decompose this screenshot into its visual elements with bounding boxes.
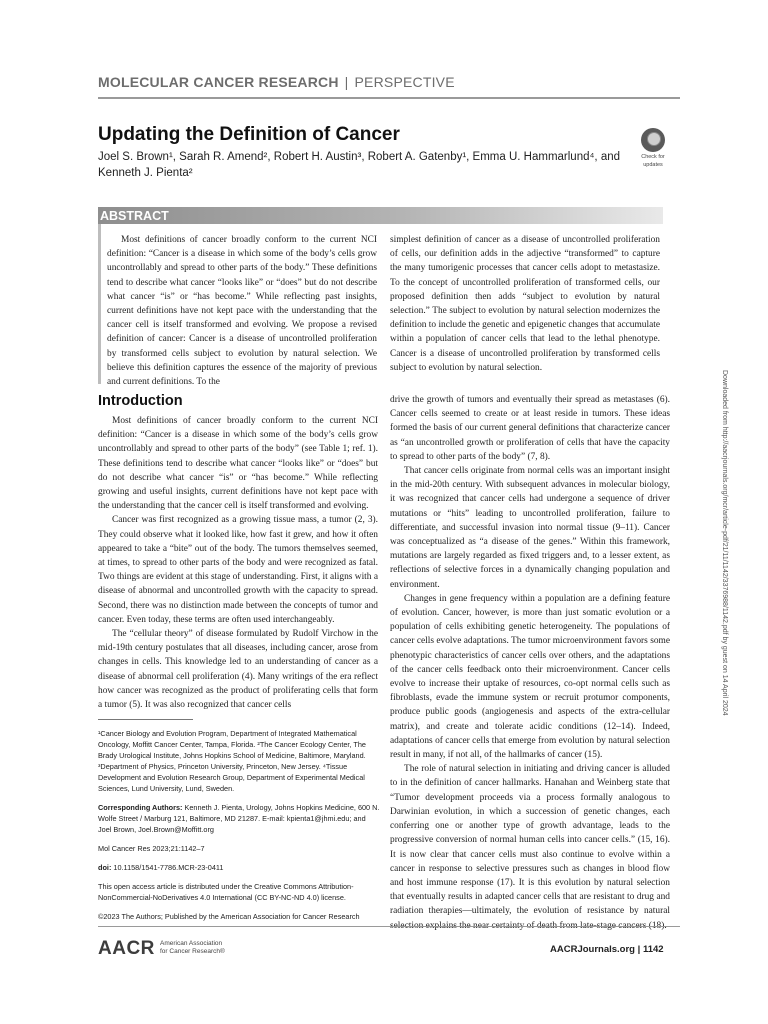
footer-separator: |	[637, 944, 641, 955]
body-paragraph: drive the growth of tumors and eventually their spread as metastases (6). Cancer cells seemed to create or at least reside in tumors. These ideas formed the basis of our current general definitions that characterize cancer as “an uncontrolled growth or proliferation of cells that have the capacity to spread to other parts of the body” (7, 8).	[390, 395, 670, 462]
article-section: PERSPECTIVE	[354, 74, 455, 90]
header-rule	[98, 97, 680, 99]
aacr-subtitle-line-2: for Cancer Research®	[160, 948, 225, 955]
author-line-1: Joel S. Brown¹, Sarah R. Amend², Robert H. Austin³, Robert A. Gatenby¹, Emma U. Hammarlund⁴, and	[98, 151, 621, 163]
paper-title: Updating the Definition of Cancer	[98, 124, 400, 145]
download-note-text: Downloaded from http://aacrjournals.org/mcr/article-pdf/21/11/1142/3376988/1142.pdf by guest on 14 April 2024	[721, 370, 728, 716]
footer-rule	[98, 926, 680, 927]
corresponding-label: Corresponding Authors:	[98, 803, 183, 812]
aacr-logo: AACR	[98, 938, 155, 959]
license-text: This open access article is distributed under the Creative Commons Attribution-NonCommercial-NoDerivatives 4.0 International (CC BY-NC-ND 4.0) license.	[98, 882, 354, 902]
body-paragraph: The “cellular theory” of disease formulated by Rudolf Virchow in the mid-19th century postulates that all diseases, including cancer, arose from changes in cells. This knowledge led to an understanding of cancer as a disease of abnormal cell proliferation (4). Many writings of the era reflect how cancer was recognized as the product of proliferating cells that form a tumor (5). It was also recognized that cancer cells	[98, 629, 378, 711]
corresponding-text: Kenneth J. Pienta, Urology, Johns Hopkins Medicine, 600 N. Wolfe Street / Marburg 121, Baltimore, MD 21287. E-mail: kpienta1@jhmi.edu; and Joel Brown, Joel.Brown@Moffitt.org	[98, 803, 380, 834]
header-separator: |	[344, 74, 349, 90]
affiliations: ¹Cancer Biology and Evolution Program, Department of Integrated Mathematical Oncology, Moffitt Cancer Center, Tampa, Florida. ²The Cancer Ecology Center, The Brady Urological Institute, Johns Hopkins School of Medicine, Baltimore, Maryland. ³Department of Physics, Princeton University, Princeton, New Jersey. ⁴Tissue Development and Evolution Research Group, Department of Experimental Medical Sciences, Lund University, Lund, Sweden.	[98, 729, 366, 793]
body-paragraph: That cancer cells originate from normal cells was an important insight in the mid-20th century. With subsequent advances in molecular biology, it was recognized that cancer cells had undergone a sequence of driver mutations or “hits” leading to uncontrolled proliferation, failure to differentiate, and successful invasion into normal tissue (9–11). Cancer was conceptualized as “a disease of the genes.” Within this framework, mutations are largely regarded as fixed triggers and, to a lesser extent, as reflections of selective forces in a dynamically changing population and environment.	[390, 466, 670, 590]
body-left-column	[98, 414, 378, 712]
abstract-border	[98, 224, 101, 384]
badge-label-1: Check for	[641, 154, 665, 160]
footnotes	[98, 728, 380, 930]
aacr-subtitle-line-1: American Association	[160, 940, 223, 947]
doi-line	[98, 862, 380, 873]
footer-journal-info	[550, 944, 664, 955]
introduction-heading: Introduction	[98, 393, 183, 409]
author-list	[98, 149, 638, 181]
journal-name: MOLECULAR CANCER RESEARCH	[98, 74, 339, 90]
check-for-updates-badge[interactable]	[636, 128, 670, 168]
footnote-rule	[98, 719, 193, 720]
abstract-right-column: simplest definition of cancer as a disease of uncontrolled proliferation of cells, our definition adds in the adjective “transformed” to capture the many tumorigenic processes that cancer cells adopt to metastasize. To the concept of uncontrolled proliferation of transformed cells, our proposed definition then adds “subject to evolution by natural selection.” The subject to evolution by natural selection modernizes the definition to include the genetic and epigenetic changes that accumulate within a population of cancer cells that lead to the lethal phenotype. Cancer is a disease of uncontrolled proliferation by transformed cells subject to evolution by natural selection.	[390, 235, 660, 373]
body-paragraph: The role of natural selection in initiating and driving cancer is alluded to in the definition of cancer hallmarks. Hanahan and Weinberg state that “Tumor development proceeds via a process formally analogous to Darwinian evolution, in which a succession of genetic changes, each conferring one or another type of growth advantage, leads to the progressive conversion of normal human cells into cancer cells.” (15, 16). It is now clear that cancer cells must also continue to evolve within a cancer in response to selective pressures such as changes in blood flow and host immune response (17). It is this evolution by natural selection that eventually results in adapted cancer cells that are resistant to drug and radiation therapies—ultimately, the evolution of resistance by natural	[390, 764, 670, 917]
download-note	[718, 370, 730, 716]
copyright-text: ©2023 The Authors; Published by the American Association for Cancer Research	[98, 912, 360, 921]
journal-url-link[interactable]: AACRJournals.org	[550, 944, 635, 955]
abstract-heading: ABSTRACT	[100, 209, 169, 223]
badge-label-2: updates	[643, 162, 663, 168]
body-right-column	[390, 393, 670, 933]
abstract-left-column: Most definitions of cancer broadly conform to the current NCI definition: “Cancer is a disease in which some of the body’s cells grow uncontrollably and spread to other parts of the body.” These definitions tend to describe what cancer “looks like” or “does” but do not describe what cancer “is” or “has become.” While reflecting past insights, current definitions have not kept pace with the understanding that the cancer cell is itself transformed and evolving. We propose a revised definition of cancer: Cancer is a disease of uncontrolled proliferation by transformed cells subject to evolution by natural selection. We believe this definition captures the essence of the majority of previous and current definitions. To the	[107, 235, 377, 388]
body-paragraph: Cancer was first recognized as a growing tissue mass, a tumor (2, 3). They could observe what it looked like, how fast it grew, and how it often appeared to take a “bite” out of the body. The tumors themselves seemed, at times, to spread to other parts of the body and were recognized as fatal. Two things are evident at this stage of understanding. First, it aligns with a disease of abnormal and uncontrolled growth with the capacity to spread. Second, there was no distinction made between the concepts of tumor and cancer. Even today, these terms are often used interchangeably.	[98, 515, 378, 625]
body-paragraph: Most definitions of cancer broadly conform to the current NCI definition: “Cancer is a disease in which some of the body’s cells grow uncontrollably and spread to other parts of the body” (see Table 1; ref. 1). These definitions tend to describe what cancer “looks like” or “does” but do not describe what cancer “is” or “has become.” While reflecting growing and useful insights, current definitions have not kept pace with the understanding that the cancer cell is itself transformed and evolving.	[98, 416, 378, 512]
abstract-header	[98, 207, 663, 224]
check-updates-icon	[641, 128, 665, 152]
citation: Mol Cancer Res 2023;21:1142–7	[98, 844, 205, 853]
page-number: 1142	[642, 944, 664, 955]
journal-header	[98, 74, 455, 90]
corresponding-authors	[98, 802, 380, 835]
aacr-logo-subtitle	[160, 940, 240, 956]
doi-label: doi:	[98, 863, 112, 872]
doi-link[interactable]: 10.1158/1541-7786.MCR-23-0411	[113, 863, 224, 872]
author-line-2: Kenneth J. Pienta²	[98, 167, 193, 179]
body-paragraph: Changes in gene frequency within a population are a defining feature of evolution. Cancer, however, is more than just somatic evolution or a population of cells exhibiting genetic heterogeneity. The populations of cancer cells evolve adaptations. The tumor microenvironment favors some phenotypic characteristics of cancer cells over others, and the adaptations of the cancer cells feedback onto their microenvironment. Cancer cells evolve to increase their uptake of resources, co-opt normal cells such as fibroblasts, evade the immune system or recruit protumor components, produce public goods (angiogenesis and aspects of the extra-cellular matrix), and create and tolerate acidic conditions (12–14). Indeed, adaptations of cancer cells that emerge from evolution by natural selection result in many, if not all, of the hallmarks of cancer (15).	[390, 593, 670, 761]
